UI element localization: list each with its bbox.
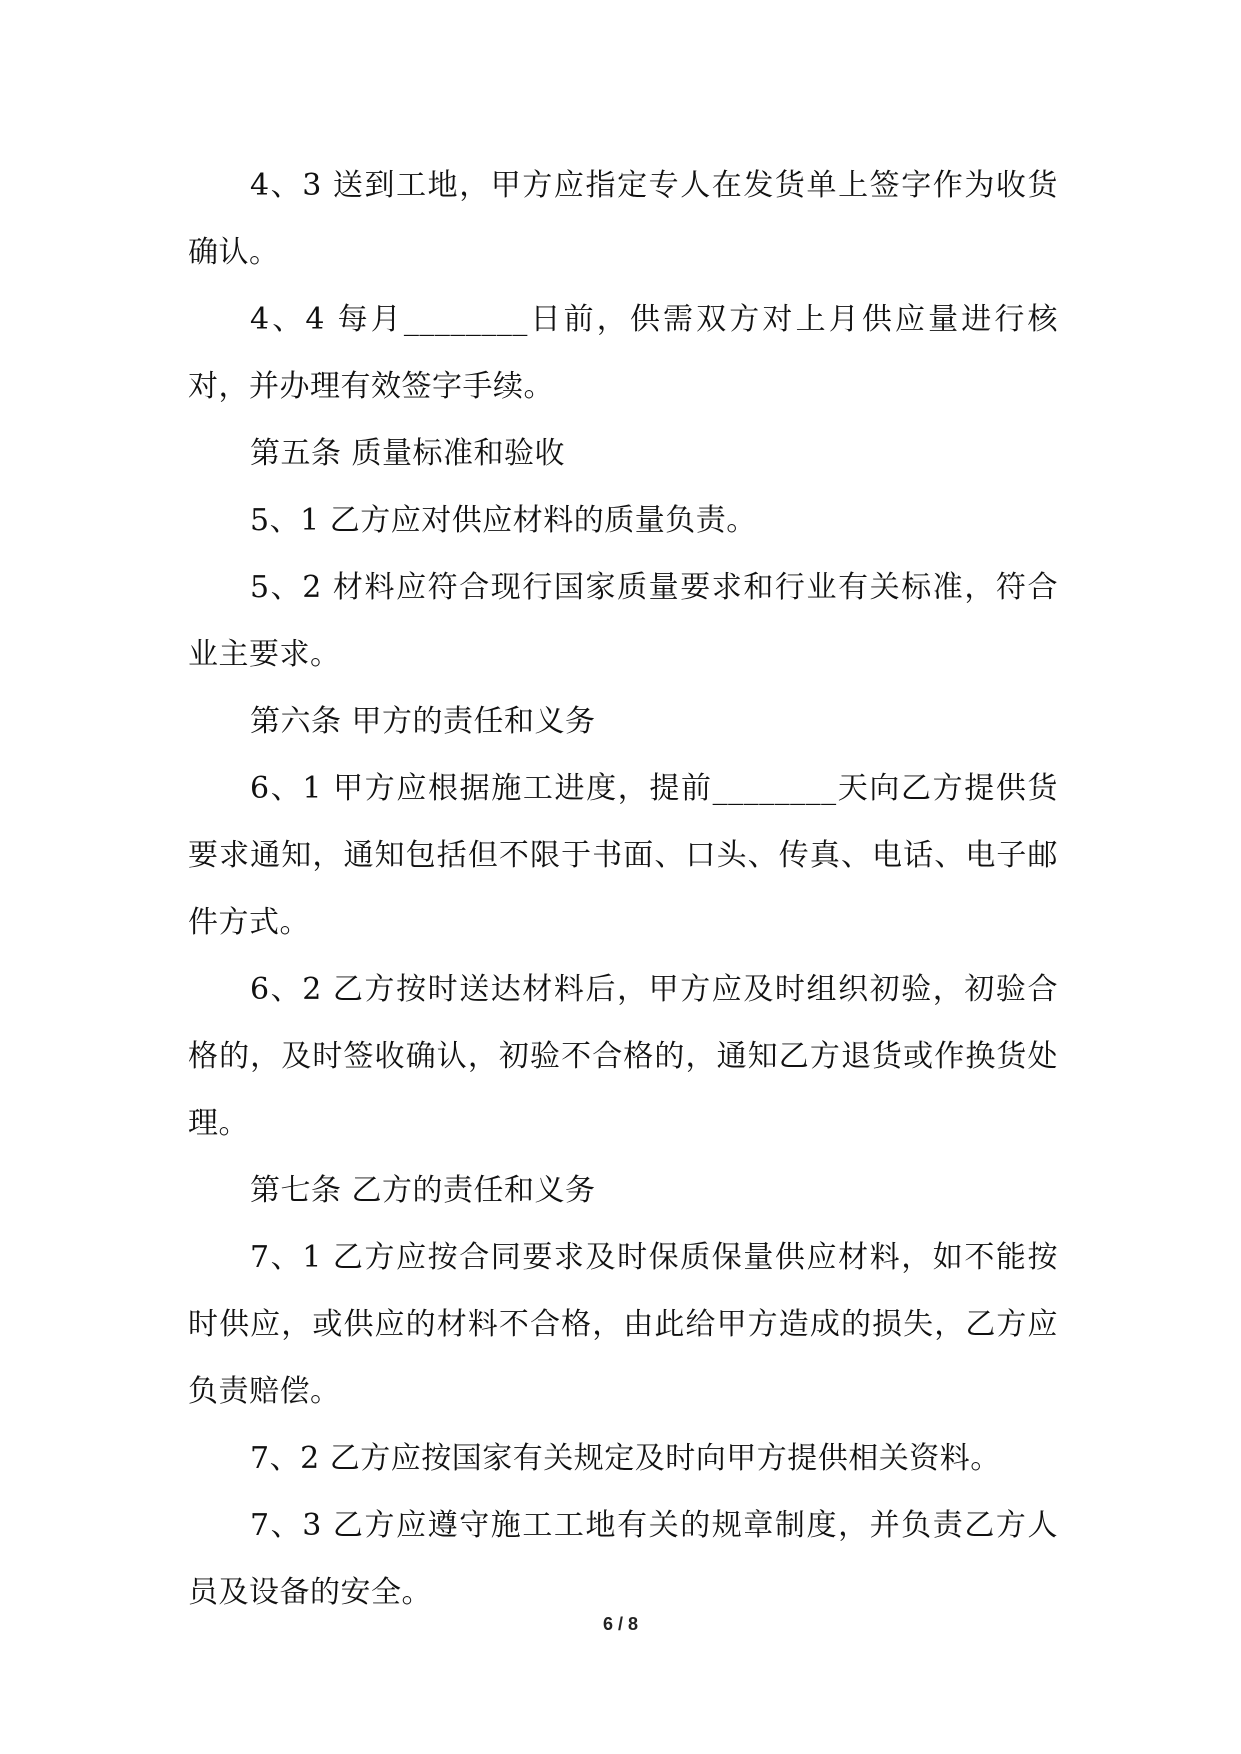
article-5-heading: 第五条 质量标准和验收 [250,436,566,471]
clause-4-3: 4、3 送到工地，甲方应指定专人在发货单上签字作为收货确认。 [188,168,1058,270]
document-body [188,152,1058,1626]
clause-5-2: 5、2 材料应符合现行国家质量要求和行业有关标准，符合业主要求。 [188,570,1058,672]
clause-6-1: 6、1 甲方应根据施工进度，提前________天向乙方提供货要求通知，通知包括但不限于书面、口头、传真、电话、电子邮件方式。 [188,771,1058,940]
clause-5-1: 5、1 乙方应对供应材料的质量负责。 [250,503,757,538]
clause-7-2: 7、2 乙方应按国家有关规定及时向甲方提供相关资料。 [250,1441,1001,1476]
article-7-heading: 第七条 乙方的责任和义务 [250,1173,596,1208]
page-number: 6 / 8 [602,1614,639,1634]
clause-4-4: 4、4 每月________日前，供需双方对上月供应量进行核对，并办理有效签字手续。 [188,302,1058,404]
article-6-heading: 第六条 甲方的责任和义务 [250,704,596,739]
clause-7-1: 7、1 乙方应按合同要求及时保质保量供应材料，如不能按时供应，或供应的材料不合格，由此给甲方造成的损失，乙方应负责赔偿。 [188,1240,1058,1409]
clause-7-3: 7、3 乙方应遵守施工工地有关的规章制度，并负责乙方人员及设备的安全。 [188,1508,1058,1610]
clause-6-2: 6、2 乙方按时送达材料后，甲方应及时组织初验，初验合格的，及时签收确认，初验不合格的，通知乙方退货或作换货处理。 [188,972,1058,1141]
